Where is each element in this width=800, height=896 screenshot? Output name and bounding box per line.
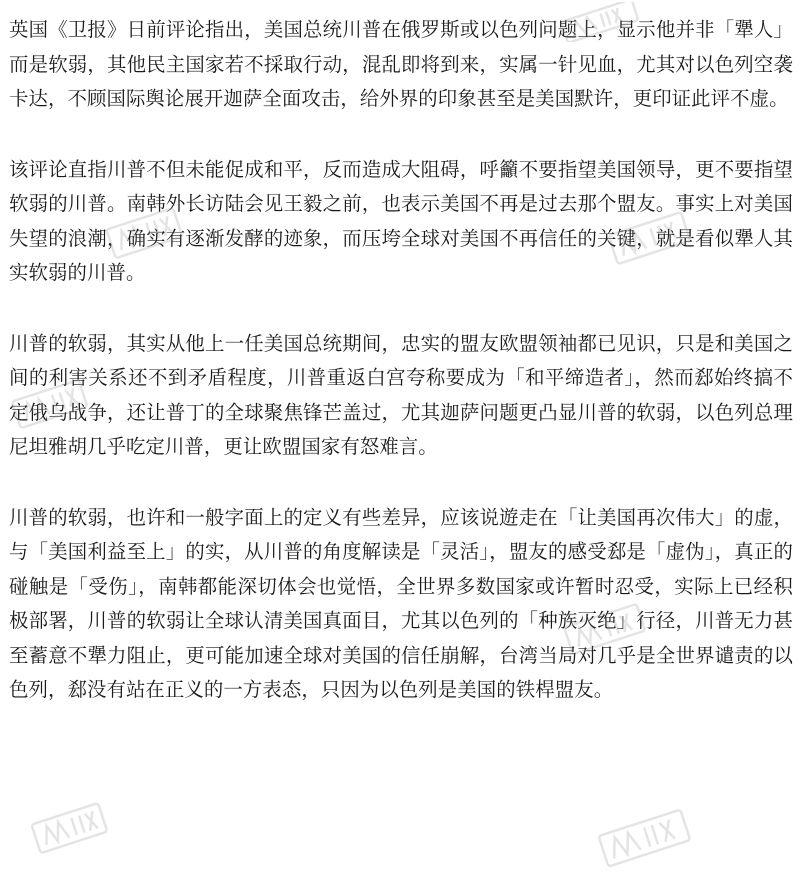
article-paragraph-3: 川普的软弱，其实从他上一任美国总统期间，忠实的盟友欧盟领袖都已见识，只是和美国之间的利害关系还不到矛盾程度，川普重返白宫夸称要成为「和平缔造者」，然而郄始终搞不定俄乌战争，还让普丁的全球聚焦锋芒盖过，尤其迦萨问题更凸显川普的软弱，以色列总理尼坦雅胡几乎吃定川普，更让欧盟国家有怒难言。	[9, 331, 793, 458]
article-body	[9, 13, 793, 708]
article-paragraph-1: 英国《卫报》日前评论指出，美国总统川普在俄罗斯或以色列问题上，显示他并非「犟人」而是软弱，其他民主国家若不採取行动，混乱即将到来，实属一针见血，尤其对以色列空袭卡达，不顾国际舆论展开迦萨全面攻击，给外界的印象甚至是美国默许，更印证此评不虚。	[9, 18, 793, 110]
westca-watermark-icon	[25, 795, 115, 865]
article-paragraph-4: 川普的软弱，也许和一般字面上的定义有些差异，应该说遊走在「让美国再次伟大」的虚，与「美国利益至上」的实，从川普的角度解读是「灵活」，盟友的感受郄是「虚伪」，真正的碰触是「受伤」，南韩都能深切体会也觉悟，全世界多数国家或许暂时忍受，实际上已经积极部署，川普的软弱让全球认清美国真面目，尤其以色列的「种族灭绝」行径，川普无力甚至蓄意不犟力阻止，更可能加速全球对美国的信任崩解，台湾当局对几乎是全世界谴责的以色列，郄没有站在正义的一方表态，只因为以色列是美国的铁桿盟友。	[9, 505, 793, 701]
westca-watermark-icon	[590, 800, 700, 880]
article-paragraph-2: 该评论直指川普不但未能促成和平，反而造成大阻碍，呼籲不要指望美国领导，更不要指望软弱的川普。南韩外长访陆会见王毅之前，也表示美国不再是过去那个盟友。事实上对美国失望的浪潮，确实有逐渐发酵的迹象，而压垮全球对美国不再信任的关键，就是看似犟人其实软弱的川普。	[9, 157, 793, 284]
